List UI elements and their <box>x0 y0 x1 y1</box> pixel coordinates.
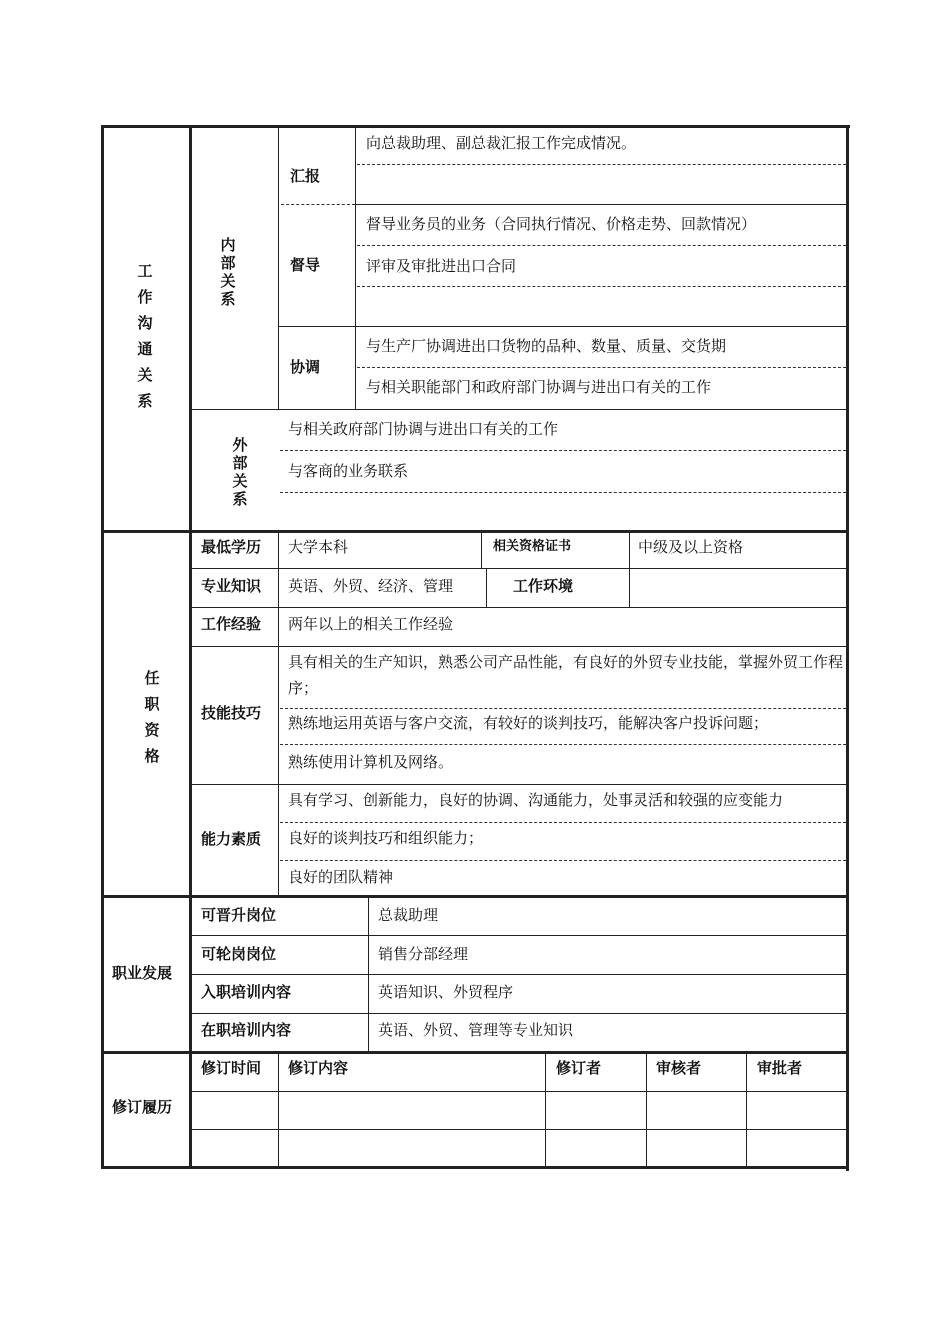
supervise-dash-1 <box>357 245 846 246</box>
coordinate-line-1: 与生产厂协调进出口货物的品种、数量、质量、交货期 <box>366 337 727 355</box>
certificate-value: 中级及以上资格 <box>638 538 744 556</box>
skills-dash-2 <box>280 744 846 745</box>
abilities-dash-2 <box>280 860 846 861</box>
career-row-1-label: 可晋升岗位 <box>201 906 277 924</box>
report-supervise-content-divider <box>355 204 847 205</box>
abilities-line-3: 良好的团队精神 <box>288 868 394 886</box>
supervise-line-2: 评审及审批进出口合同 <box>366 257 517 275</box>
abilities-line-2: 良好的谈判技巧和组织能力； <box>288 829 484 847</box>
career-divider-2 <box>191 974 847 975</box>
external-line-1: 与相关政府部门协调与进出口有关的工作 <box>288 420 559 438</box>
report-line-1: 向总裁助理、副总裁汇报工作完成情况。 <box>366 134 637 152</box>
table-right-border <box>846 125 849 1171</box>
coordinate-label: 协调 <box>290 358 321 376</box>
career-divider-1 <box>191 935 847 936</box>
row-divider-knowledge <box>191 607 847 608</box>
career-row-4-label: 在职培训内容 <box>201 1021 292 1039</box>
experience-label: 工作经验 <box>201 615 262 633</box>
revision-col-divider-3 <box>646 1053 647 1167</box>
supervise-line-1: 督导业务员的业务（合同执行情况、价格走势、回款情况） <box>366 215 757 233</box>
report-label: 汇报 <box>290 167 321 185</box>
row-divider-skills <box>191 784 847 785</box>
revision-header-content: 修订内容 <box>288 1059 349 1077</box>
career-row-3-label: 入职培训内容 <box>201 983 292 1001</box>
revision-header-reviser: 修订者 <box>556 1059 602 1077</box>
revision-section-title: 修订履历 <box>112 1098 173 1116</box>
external-dash-1 <box>280 450 846 451</box>
skills-line-1: 具有相关的生产知识，熟悉公司产品性能，有良好的外贸专业技能，掌握外贸工作程序； <box>288 653 844 697</box>
revision-col-divider-2 <box>545 1053 546 1167</box>
supervise-label: 督导 <box>290 256 321 274</box>
cert-value-divider <box>629 532 630 608</box>
section-divider-2 <box>101 895 849 898</box>
qualification-section-title: 任职资格 <box>144 669 160 765</box>
skills-dash-1 <box>280 708 846 709</box>
row-divider-education <box>191 568 847 569</box>
supervise-dash-2 <box>357 286 846 287</box>
career-row-1-value: 总裁助理 <box>378 906 439 924</box>
table-left-border <box>101 125 104 1168</box>
education-value: 大学本科 <box>288 538 349 556</box>
revision-col-divider-1 <box>278 1053 279 1167</box>
internal-relations-label: 内部关系 <box>220 236 236 308</box>
section-divider-1 <box>101 530 849 533</box>
report-supervise-divider <box>281 204 355 205</box>
certificate-label: 相关资格证书 <box>493 539 572 554</box>
revision-header-time: 修订时间 <box>201 1059 262 1077</box>
experience-value: 两年以上的相关工作经验 <box>288 615 454 633</box>
knowledge-label: 专业知识 <box>201 577 262 595</box>
skills-label: 技能技巧 <box>201 704 262 722</box>
section-divider-3 <box>101 1051 849 1054</box>
career-row-2-label: 可轮岗岗位 <box>201 945 277 963</box>
skills-line-3: 熟练使用计算机及网络。 <box>288 753 454 771</box>
qualification-label-divider <box>278 532 279 895</box>
revision-row-divider-2 <box>191 1129 847 1130</box>
table-bottom-border <box>101 1166 849 1169</box>
skills-line-2: 熟练地运用英语与客户交流，有较好的谈判技巧，能解决客户投诉问题； <box>288 714 769 732</box>
external-relations-label: 外部关系 <box>232 436 248 508</box>
career-row-2-value: 销售分部经理 <box>378 945 469 963</box>
education-label: 最低学历 <box>201 538 262 556</box>
revision-header-approver: 审批者 <box>757 1059 803 1077</box>
knowledge-value: 英语、外贸、经济、管理 <box>288 577 454 595</box>
abilities-dash-1 <box>280 822 846 823</box>
row-divider-experience <box>191 646 847 647</box>
revision-header-reviewer: 审核者 <box>656 1059 702 1077</box>
career-divider-3 <box>191 1013 847 1014</box>
external-dash-2 <box>280 492 846 493</box>
abilities-line-1: 具有学习、创新能力，良好的协调、沟通能力，处事灵活和较强的应变能力 <box>288 791 784 809</box>
report-dash-1 <box>357 164 846 165</box>
external-line-2: 与客商的业务联系 <box>288 462 409 480</box>
coordinate-line-2: 与相关职能部门和政府部门协调与进出口有关的工作 <box>366 378 712 396</box>
communication-subcolumn-line <box>278 127 279 409</box>
revision-col-divider-4 <box>746 1053 747 1167</box>
internal-external-divider <box>191 409 847 410</box>
career-row-3-value: 英语知识、外贸程序 <box>378 983 514 1001</box>
abilities-label: 能力素质 <box>201 830 262 848</box>
career-row-4-value: 英语、外贸、管理等专业知识 <box>378 1021 574 1039</box>
career-section-title: 职业发展 <box>112 964 173 982</box>
table-top-border <box>101 125 850 128</box>
education-cert-divider <box>481 532 482 568</box>
coordinate-dash-1 <box>357 367 846 368</box>
communication-section-title: 工作沟通关系 <box>137 262 153 410</box>
supervise-coordinate-divider <box>278 326 847 327</box>
environment-label: 工作环境 <box>513 577 574 595</box>
knowledge-env-divider <box>486 568 487 608</box>
revision-row-divider-1 <box>191 1091 847 1092</box>
internal-content-divider <box>355 127 356 409</box>
